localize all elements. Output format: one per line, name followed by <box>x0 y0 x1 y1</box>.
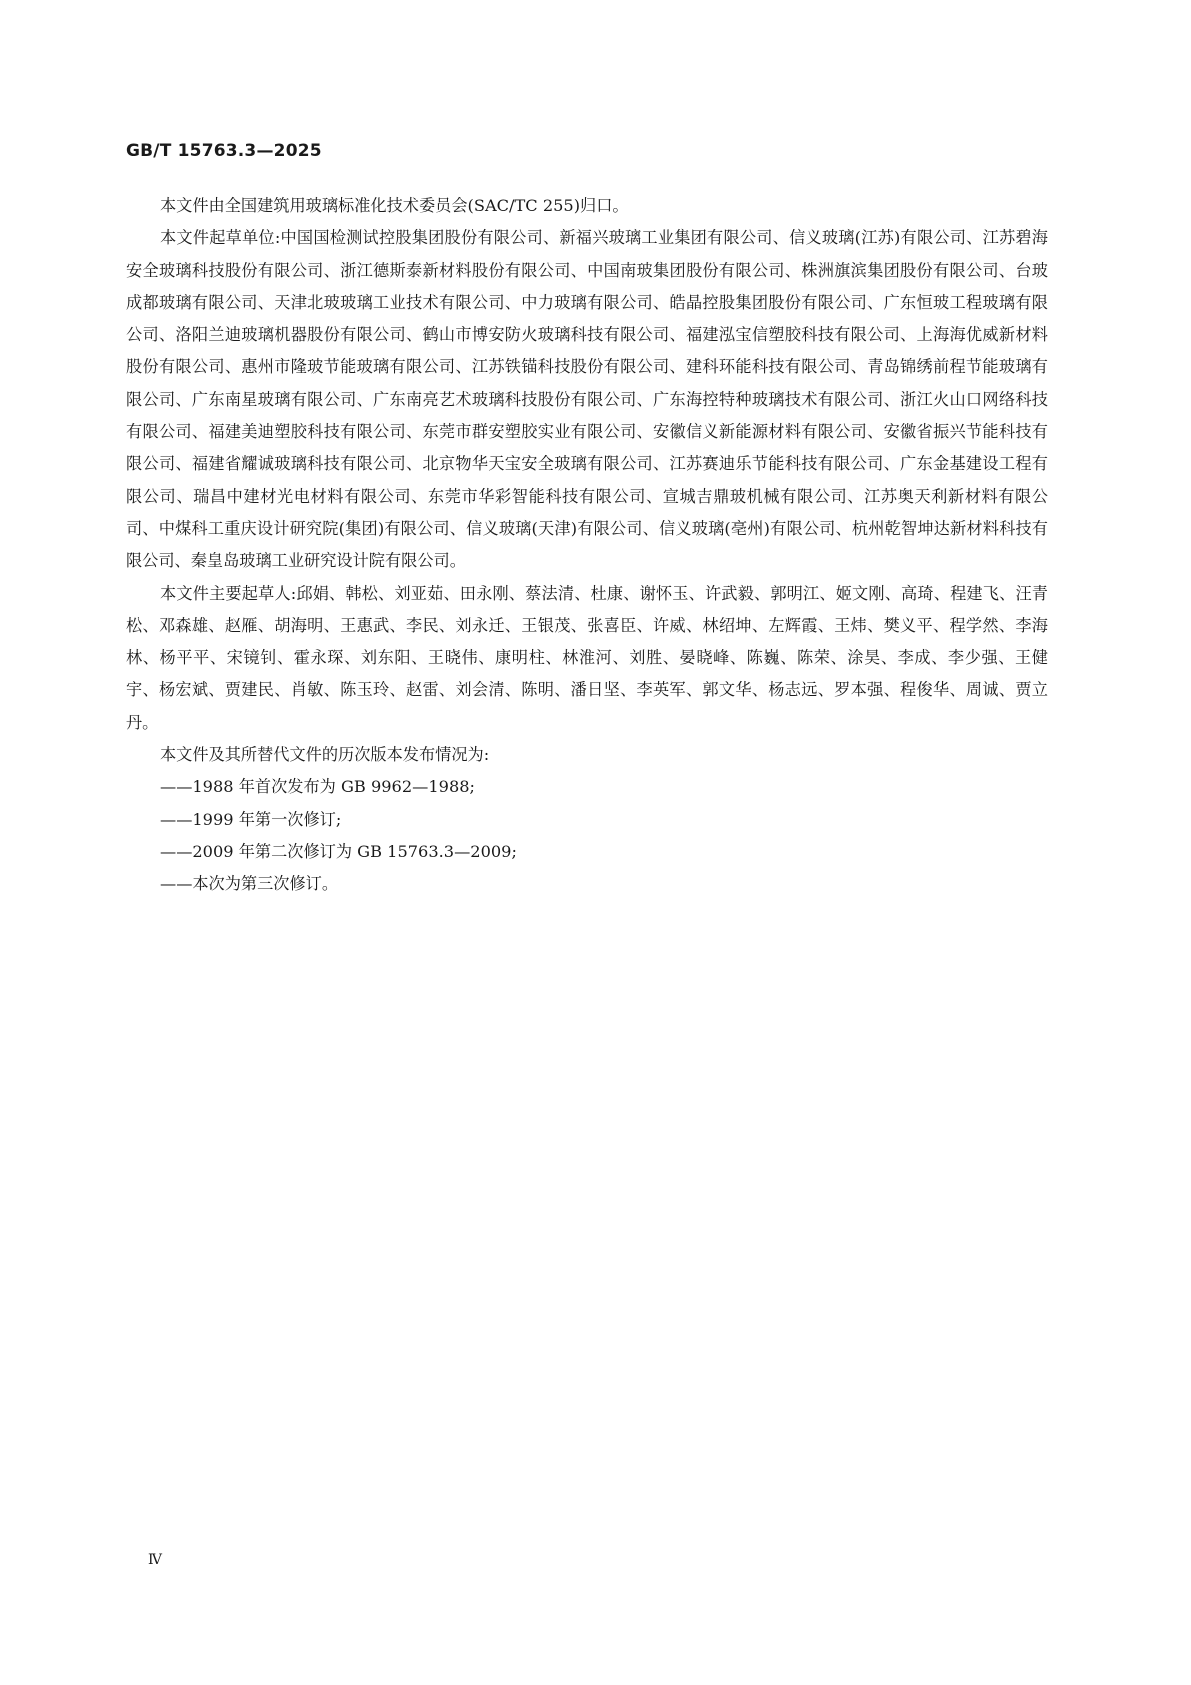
history-item: ——1999 年第一次修订; <box>160 809 342 829</box>
history-item: ——1988 年首次发布为 GB 9962—1988; <box>160 777 475 797</box>
history-item: ——本次为第三次修订。 <box>160 874 339 894</box>
standard-code-header: GB/T 15763.3—2025 <box>126 141 322 161</box>
committee-paragraph: 本文件由全国建筑用玻璃标准化技术委员会(SAC/TC 255)归口。 <box>160 196 629 215</box>
history-item: ——2009 年第二次修订为 GB 15763.3—2009; <box>160 841 517 861</box>
drafting-units-paragraph: 本文件起草单位:中国国检测试控股集团股份有限公司、新福兴玻璃工业集团有限公司、信义玻璃(江苏)有限公司、江苏碧海安全玻璃科技股份有限公司、浙江德斯泰新材料股份有限公司、中国南玻集团股份有限公司、株洲旗滨集团股份有限公司、台玻成都玻璃有限公司、天津北玻玻璃工业技术有限公司、中力玻璃有限公司、皓晶控股集团股份有限公司、广东恒玻工程玻璃有限公司、洛阳兰迪玻璃机器股份有限公司、鹤山市博安防火玻璃科技有限公司、福建泓宝信塑胶科技有限公司、上海海优威新材料股份有限公司、惠州市隆玻节能玻璃有限公司、江苏铁锚科技股份有限公司、建科环能科技有限公司、青岛锦绣前程节能玻璃有限公司、广东南星玻璃有限公司、广东南亮艺术玻璃科技股份有限公司、广东海控特种玻璃技术有限公司、浙江火山口网络科技有限公司、福建美迪塑胶科技有限公司、东莞市群安塑胶实业有限公司、安徽信义新能源材料有限公司、安徽省振兴节能科技有限公司、福建省耀诚玻璃科技有限公司、北京物华天宝安全玻璃有限公司、江苏赛迪乐节能科技有限公司、广东金基建设工程有限公司、瑞昌中建材光电材料有限公司、东莞市华彩智能科技有限公司、宣城吉鼎玻机械有限公司、江苏奥天利新材料有限公司、中煤科工重庆设计研究院(集团)有限公司、信义玻璃(天津)有限公司、信义玻璃(亳州)有限公司、杭州乾智坤达新材料科技有限公司、秦皇岛玻璃工业研究设计院有限公司。 <box>126 228 1048 571</box>
version-history-list <box>126 771 1048 900</box>
history-intro-paragraph: 本文件及其所替代文件的历次版本发布情况为: <box>160 745 490 765</box>
drafters-paragraph: 本文件主要起草人:邱娟、韩松、刘亚茹、田永刚、蔡法清、杜康、谢怀玉、许武毅、郭明江、姬文刚、高琦、程建飞、汪青松、邓森雄、赵雁、胡海明、王惠武、李民、刘永迁、王银茂、张喜臣、许威、林绍坤、左辉霞、王炜、樊义平、程学然、李海林、杨平平、宋镜钊、霍永琛、刘东阳、王晓伟、康明柱、林淮河、刘胜、晏晓峰、陈巍、陈荣、涂昊、李成、李少强、王健宇、杨宏斌、贾建民、肖敏、陈玉玲、赵雷、刘会清、陈明、潘日坚、李英军、郭文华、杨志远、罗本强、程俊华、周诚、贾立丹。 <box>126 583 1048 732</box>
document-body <box>126 190 1048 901</box>
page-number: Ⅳ <box>148 1552 162 1568</box>
